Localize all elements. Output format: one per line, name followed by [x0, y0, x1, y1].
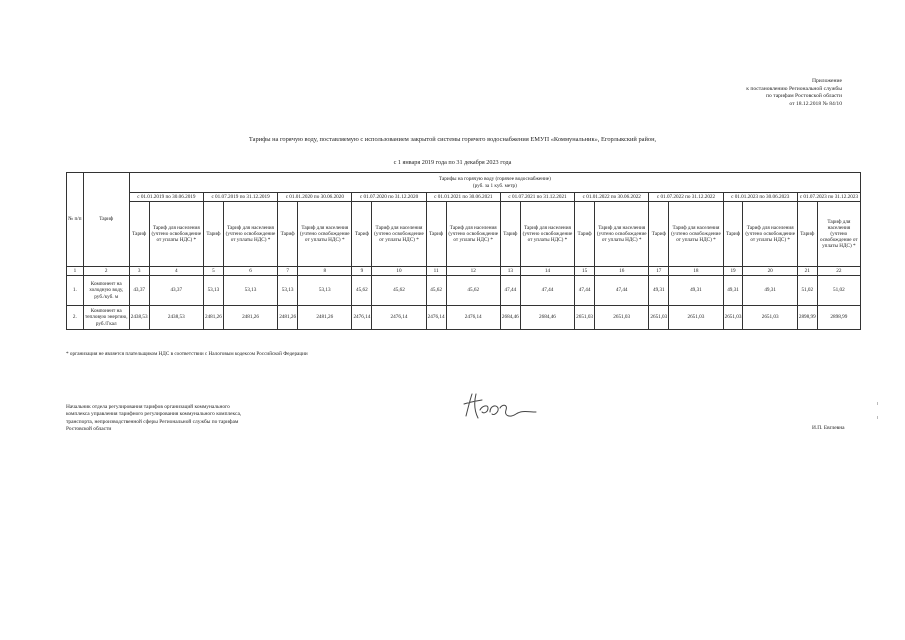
table-cell: 2651,03	[649, 306, 669, 330]
table-cell: 2481,26	[223, 306, 277, 330]
footnote: * организация не является плательщиком НДС в соответствии с Налоговым кодексом Российской Федерации	[66, 351, 308, 357]
table-cell: 2438,53	[149, 306, 203, 330]
position-line: Ростовской области	[66, 426, 112, 433]
row-name: Компонент на тепловую энергию, руб./Гкал	[83, 306, 129, 330]
table-cell: 49,31	[649, 276, 669, 306]
subheader-population-tariff: Тариф для населения (учтено освобождение от уплаты НДС) *	[595, 202, 649, 267]
signatory-position	[66, 404, 316, 434]
subheader-population-tariff: Тариф для населения (учтено освобождение от уплаты НДС) *	[149, 202, 203, 267]
period-header: с 01.07.2020 по 31.12.2020	[352, 193, 426, 202]
appendix-line: по тарифам Ростовской области	[766, 93, 842, 100]
table-cell: 2476,14	[446, 306, 500, 330]
row-number: 1.	[67, 276, 84, 306]
table-cell: 2651,03	[669, 306, 723, 330]
column-number: 12	[446, 267, 500, 276]
group-header	[129, 173, 860, 193]
appendix-block	[746, 78, 842, 108]
table-cell: 53,13	[278, 276, 298, 306]
table-cell: 2438,53	[129, 306, 149, 330]
table-cell: 53,13	[298, 276, 352, 306]
table-cell: 51,02	[817, 276, 860, 306]
table-cell: 43,37	[149, 276, 203, 306]
subheader-population-tariff: Тариф для населения (учтено освобождение от уплаты НДС) *	[372, 202, 426, 267]
signatory-name: И.П. Евглевна	[812, 425, 845, 431]
period-header: с 01.07.2023 по 31.12.2023	[797, 193, 860, 202]
subheader-tariff: Тариф	[278, 202, 298, 267]
table-cell: 2476,14	[426, 306, 446, 330]
period-header: с 01.07.2021 по 31.12.2021	[500, 193, 574, 202]
period-header: с 01.01.2020 по 30.06.2020	[278, 193, 352, 202]
subheader-population-tariff: Тариф для населения (учтено освобождение от уплаты НДС) *	[743, 202, 797, 267]
document-title: Тарифы на горячую воду, поставляемую с использованием закрытой системы горячего водоснабжения ЕМУП «Коммунальник», Егорлыкский район,	[248, 136, 657, 143]
table-cell: 2481,26	[203, 306, 223, 330]
table-cell: 2481,26	[298, 306, 352, 330]
period-row	[67, 193, 861, 202]
table-cell: 53,13	[203, 276, 223, 306]
subheader-population-tariff: Тариф для населения (учтено освобождение от уплаты НДС) *	[223, 202, 277, 267]
column-number: 17	[649, 267, 669, 276]
period-header: с 01.01.2019 по 30.06.2019	[129, 193, 203, 202]
subheader-tariff: Тариф	[129, 202, 149, 267]
table-row	[67, 276, 861, 306]
subheader-population-tariff: Тариф для населения (учтено освобождение от уплаты НДС) *	[520, 202, 574, 267]
column-number: 22	[817, 267, 860, 276]
position-line: комплекса управления тарифного регулирования коммунального комплекса,	[66, 411, 242, 418]
subheader-tariff: Тариф	[500, 202, 520, 267]
column-number: 10	[372, 267, 426, 276]
column-number: 6	[223, 267, 277, 276]
row-number: 2.	[67, 306, 84, 330]
table-cell: 2651,03	[595, 306, 649, 330]
subheader-tariff: Тариф	[426, 202, 446, 267]
subheader-population-tariff: Тариф для населения (учтено освобождение от уплаты НДС) *	[669, 202, 723, 267]
period-header: с 01.01.2023 по 30.06.2023	[723, 193, 797, 202]
subheader-tariff: Тариф	[649, 202, 669, 267]
header-num: № п/п	[67, 173, 84, 267]
table-cell: 49,31	[743, 276, 797, 306]
period-header: с 01.01.2022 по 30.06.2022	[575, 193, 649, 202]
column-number: 7	[278, 267, 298, 276]
table-cell: 49,31	[723, 276, 743, 306]
column-number: 21	[797, 267, 817, 276]
table-cell: 53,13	[223, 276, 277, 306]
table-cell: 2651,03	[723, 306, 743, 330]
table-cell: 2684,46	[520, 306, 574, 330]
table-cell: 47,44	[575, 276, 595, 306]
subheader-population-tariff: Тариф для населения (учтено освобождение от уплаты НДС) *	[817, 202, 860, 267]
position-line: транспорта, непроизводственной сферы Региональной службы по тарифам	[66, 418, 239, 425]
group-header-unit: (руб. за 1 куб. метр)	[472, 182, 517, 189]
scan-mark	[877, 416, 878, 419]
handwritten-signature-icon	[460, 390, 540, 424]
column-number: 16	[595, 267, 649, 276]
column-number: 3	[129, 267, 149, 276]
table-cell: 2898,99	[797, 306, 817, 330]
table-cell: 45,62	[372, 276, 426, 306]
table-cell: 2651,03	[743, 306, 797, 330]
appendix-line: от 18.12.2018 № 84/10	[789, 100, 842, 107]
appendix-line: к постановлению Региональной службы	[746, 85, 842, 92]
column-number: 8	[298, 267, 352, 276]
column-number: 4	[149, 267, 203, 276]
column-number: 9	[352, 267, 372, 276]
column-number: 13	[500, 267, 520, 276]
tariff-table	[66, 172, 861, 330]
subheader-row	[67, 202, 861, 267]
document-period: с 1 января 2019 года по 31 декабря 2023 года	[393, 159, 512, 166]
column-number: 18	[669, 267, 723, 276]
period-header: с 01.01.2021 по 30.06.2021	[426, 193, 500, 202]
subheader-tariff: Тариф	[797, 202, 817, 267]
column-number: 14	[520, 267, 574, 276]
subheader-population-tariff: Тариф для населения (учтено освобождение от уплаты НДС) *	[298, 202, 352, 267]
table-cell: 49,31	[669, 276, 723, 306]
table-cell: 45,62	[352, 276, 372, 306]
table-cell: 2898,99	[817, 306, 860, 330]
table-cell: 2476,14	[372, 306, 426, 330]
column-number: 2	[83, 267, 129, 276]
subheader-tariff: Тариф	[352, 202, 372, 267]
column-number-row	[67, 267, 861, 276]
column-number: 15	[575, 267, 595, 276]
row-name: Компонент на холодную воду, руб./куб. м	[83, 276, 129, 306]
table-cell: 45,62	[446, 276, 500, 306]
column-number: 11	[426, 267, 446, 276]
position-line: Начальник отдела регулирования тарифов организаций коммунального	[66, 404, 230, 410]
subheader-tariff: Тариф	[203, 202, 223, 267]
table-cell: 47,44	[500, 276, 520, 306]
subheader-population-tariff: Тариф для населения (учтено освобождение от уплаты НДС) *	[446, 202, 500, 267]
column-number: 20	[743, 267, 797, 276]
table-cell: 2476,14	[352, 306, 372, 330]
column-number: 19	[723, 267, 743, 276]
subheader-tariff: Тариф	[723, 202, 743, 267]
table-cell: 2651,03	[575, 306, 595, 330]
group-header-title: Тарифы на горячую воду (горячее водоснабжение)	[438, 176, 551, 183]
table-cell: 45,62	[426, 276, 446, 306]
table-cell: 51,02	[797, 276, 817, 306]
subheader-tariff: Тариф	[575, 202, 595, 267]
table-cell: 47,44	[520, 276, 574, 306]
period-header: с 01.07.2022 по 31.12.2022	[649, 193, 723, 202]
table-cell: 2481,26	[278, 306, 298, 330]
column-number: 5	[203, 267, 223, 276]
table-cell: 47,44	[595, 276, 649, 306]
period-header: с 01.07.2019 по 31.12.2019	[203, 193, 277, 202]
table-row	[67, 306, 861, 330]
scan-mark	[877, 402, 878, 405]
appendix-line: Приложение	[811, 78, 842, 84]
header-tariff: Тариф	[83, 173, 129, 267]
column-number: 1	[67, 267, 84, 276]
table-cell: 43,37	[129, 276, 149, 306]
table-cell: 2684,46	[500, 306, 520, 330]
